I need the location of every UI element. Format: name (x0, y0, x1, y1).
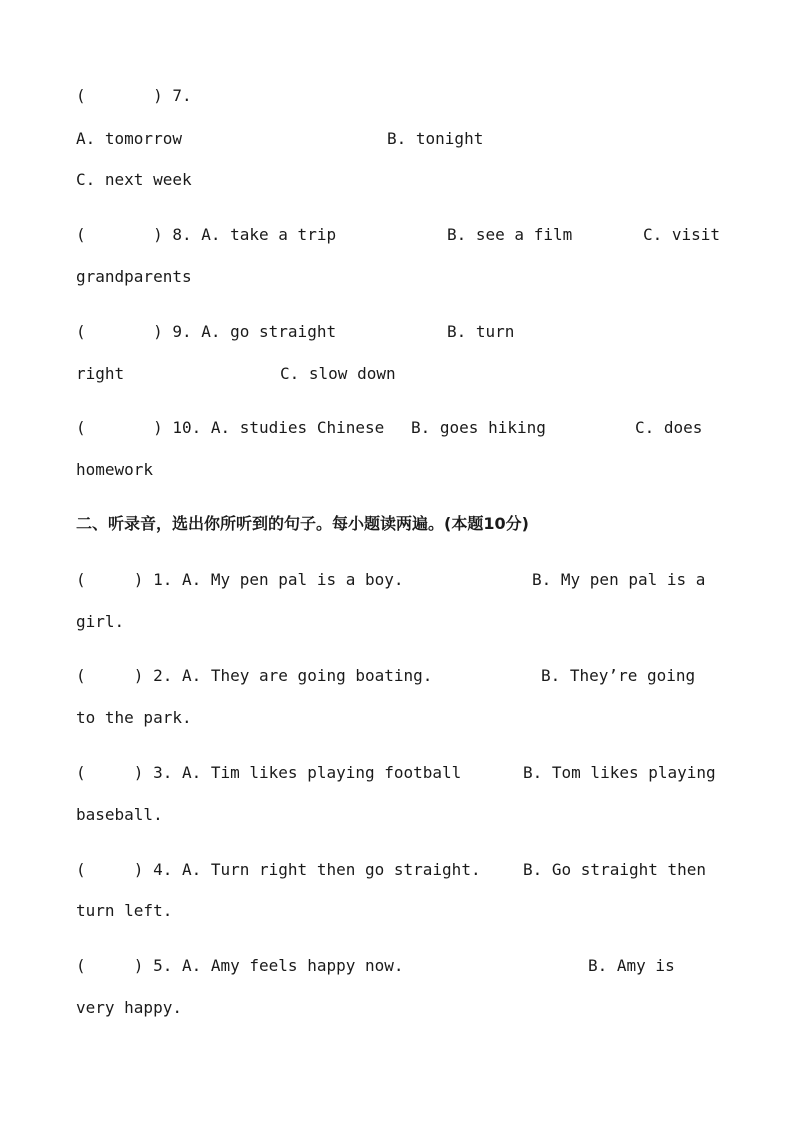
p2-q2-stem: ( ) 2. A. They are going boating. (76, 666, 433, 685)
p2-q2-continuation: to the park. (76, 708, 192, 727)
q7-option-a: A. tomorrow (76, 129, 182, 148)
q9-option-b: B. turn (447, 322, 515, 341)
q8-stem: ( ) 8. A. take a trip (76, 225, 337, 244)
q9-option-c: C. slow down (280, 364, 396, 383)
q7-stem: ( ) 7. (76, 86, 192, 105)
section-heading: 二、听录音，选出你所听到的句子。每小题读两遍。(本题10分) (76, 514, 529, 533)
q9-stem: ( ) 9. A. go straight (76, 322, 337, 341)
q8-option-b: B. see a film (447, 225, 573, 244)
p2-q4-stem: ( ) 4. A. Turn right then go straight. (76, 860, 481, 879)
q8-option-c: C. visit (643, 225, 721, 244)
p2-q5-option-b: B. Amy is (588, 956, 675, 975)
q10-continuation: homework (76, 460, 154, 479)
p2-q1-continuation: girl. (76, 612, 125, 631)
q8-continuation: grandparents (76, 267, 192, 286)
p2-q3-continuation: baseball. (76, 805, 163, 824)
p2-q1-stem: ( ) 1. A. My pen pal is a boy. (76, 570, 404, 589)
p2-q1-option-b: B. My pen pal is a (532, 570, 706, 589)
q10-option-c: C. does (635, 418, 703, 437)
p2-q3-stem: ( ) 3. A. Tim likes playing football (76, 763, 462, 782)
q10-option-b: B. goes hiking (411, 418, 546, 437)
p2-q2-option-b: B. They’re going (541, 666, 696, 685)
p2-q5-stem: ( ) 5. A. Amy feels happy now. (76, 956, 404, 975)
p2-q3-option-b: B. Tom likes playing (523, 763, 716, 782)
p2-q4-continuation: turn left. (76, 901, 173, 920)
q10-stem: ( ) 10. A. studies Chinese (76, 418, 385, 437)
p2-q5-continuation: very happy. (76, 998, 182, 1017)
q9-continuation: right (76, 364, 125, 383)
p2-q4-option-b: B. Go straight then (523, 860, 707, 879)
q7-option-b: B. tonight (387, 129, 484, 148)
q7-option-c: C. next week (76, 170, 192, 189)
